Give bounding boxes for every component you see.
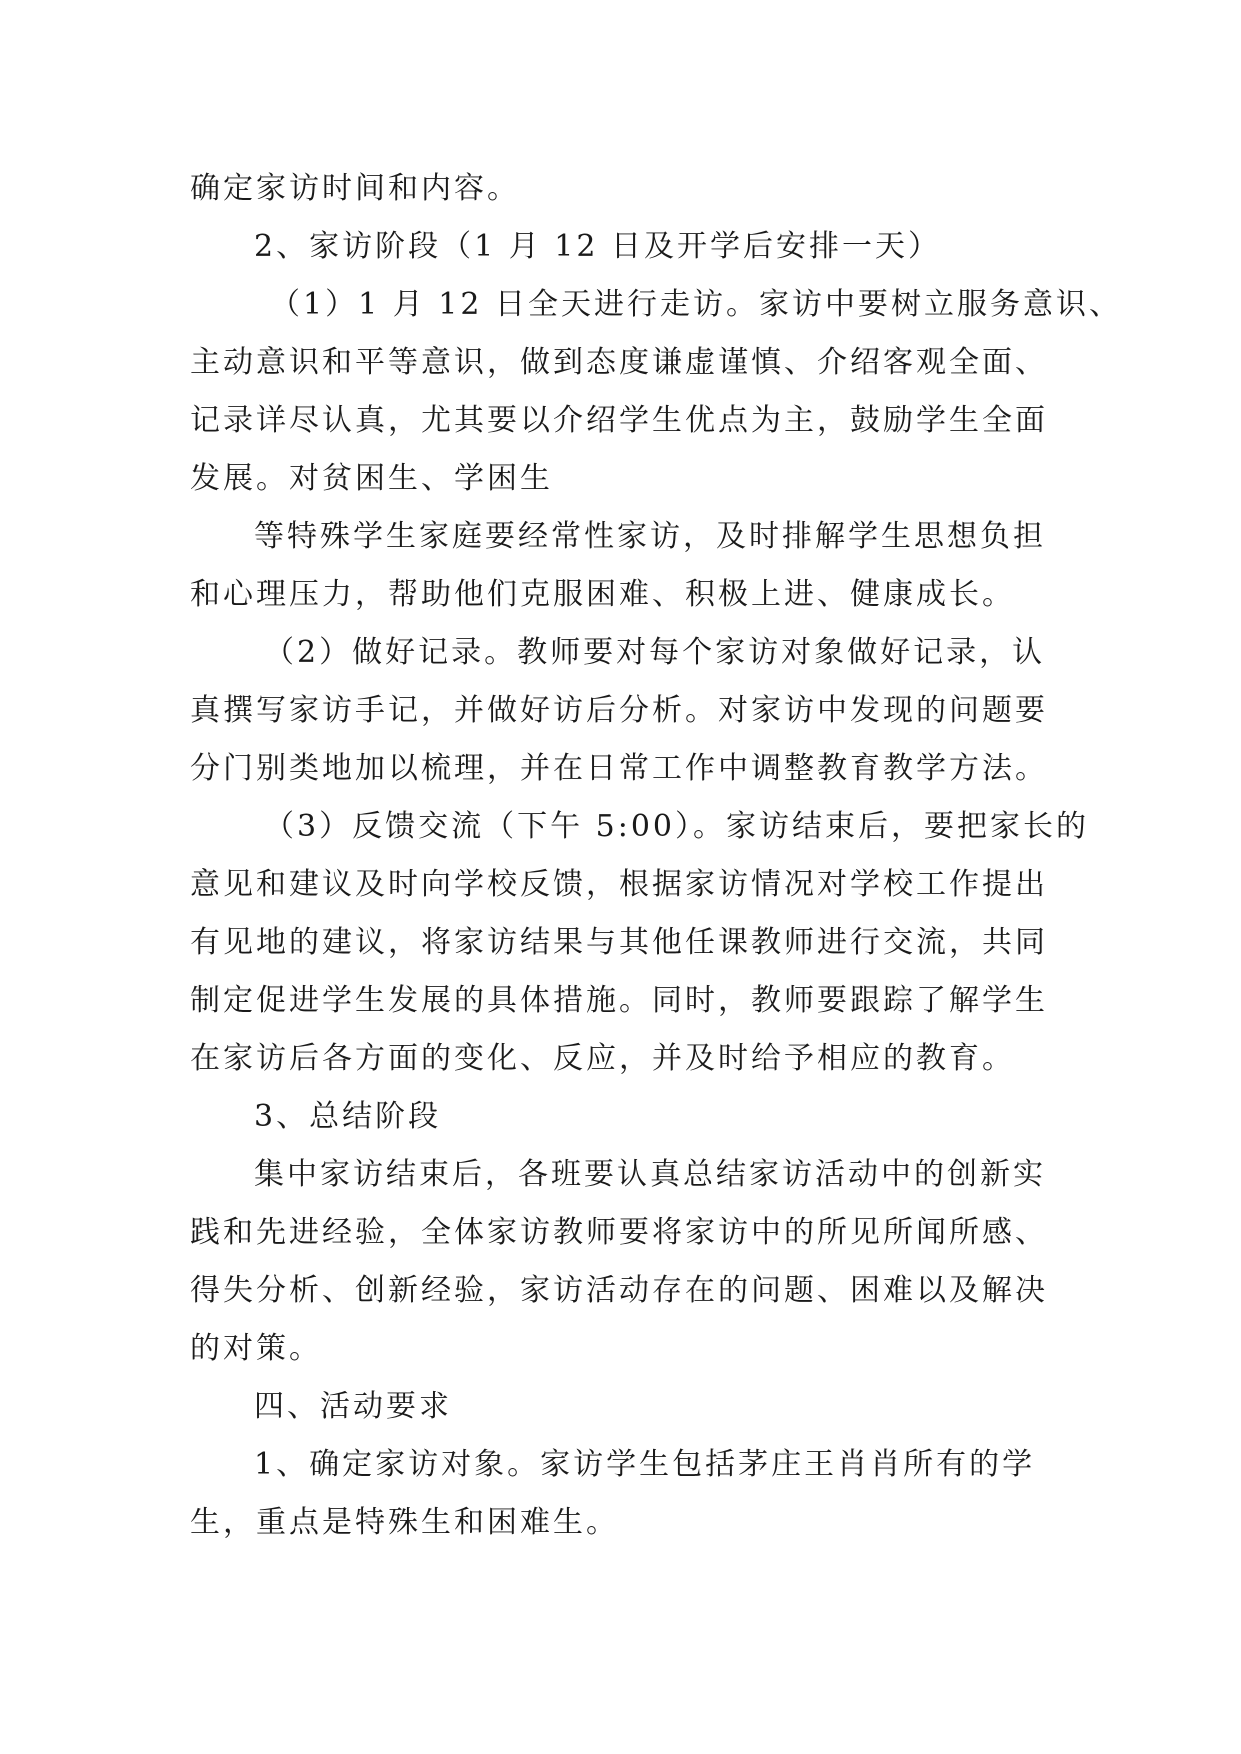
text-line: 和心理压力，帮助他们克服困难、积极上进、健康成长。 bbox=[190, 577, 1015, 612]
text-line: 发展。对贫困生、学困生 bbox=[190, 461, 553, 496]
document-body bbox=[190, 160, 1122, 1552]
section-heading: 2、家访阶段（1 月 12 日及开学后安排一天） bbox=[254, 229, 941, 264]
text-line: 的对策。 bbox=[190, 1331, 322, 1366]
text-line: 得失分析、创新经验，家访活动存在的问题、困难以及解决 bbox=[190, 1273, 1048, 1308]
text-line: 集中家访结束后，各班要认真总结家访活动中的创新实 bbox=[254, 1157, 1046, 1192]
text-line: 1、确定家访对象。家访学生包括茅庄王肖肖所有的学 bbox=[254, 1447, 1036, 1482]
text-line: 真撰写家访手记，并做好访后分析。对家访中发现的问题要 bbox=[190, 693, 1048, 728]
text-line: 确定家访时间和内容。 bbox=[190, 171, 520, 206]
text-line: （2）做好记录。教师要对每个家访对象做好记录，认 bbox=[264, 635, 1046, 670]
text-line: 分门别类地加以梳理，并在日常工作中调整教育教学方法。 bbox=[190, 751, 1048, 786]
text-line: 在家访后各方面的变化、反应，并及时给予相应的教育。 bbox=[190, 1041, 1015, 1076]
text-line: 意见和建议及时向学校反馈，根据家访情况对学校工作提出 bbox=[190, 867, 1048, 902]
text-line: 制定促进学生发展的具体措施。同时，教师要跟踪了解学生 bbox=[190, 983, 1048, 1018]
text-line: 有见地的建议，将家访结果与其他任课教师进行交流，共同 bbox=[190, 925, 1048, 960]
text-line: 等特殊学生家庭要经常性家访，及时排解学生思想负担 bbox=[254, 519, 1046, 554]
text-line: 记录详尽认真，尤其要以介绍学生优点为主，鼓励学生全面 bbox=[190, 403, 1048, 438]
text-line: 践和先进经验，全体家访教师要将家访中的所见所闻所感、 bbox=[190, 1215, 1048, 1250]
section-heading: 3、总结阶段 bbox=[254, 1099, 442, 1134]
text-line: 生，重点是特殊生和困难生。 bbox=[190, 1505, 619, 1540]
text-line: 主动意识和平等意识，做到态度谦虚谨慎、介绍客观全面、 bbox=[190, 345, 1048, 380]
section-heading: 四、活动要求 bbox=[254, 1389, 452, 1424]
text-line: （3）反馈交流（下午 5:00）。家访结束后，要把家长的 bbox=[264, 809, 1089, 844]
text-line: （1）1 月 12 日全天进行走访。家访中要树立服务意识、 bbox=[270, 287, 1122, 322]
